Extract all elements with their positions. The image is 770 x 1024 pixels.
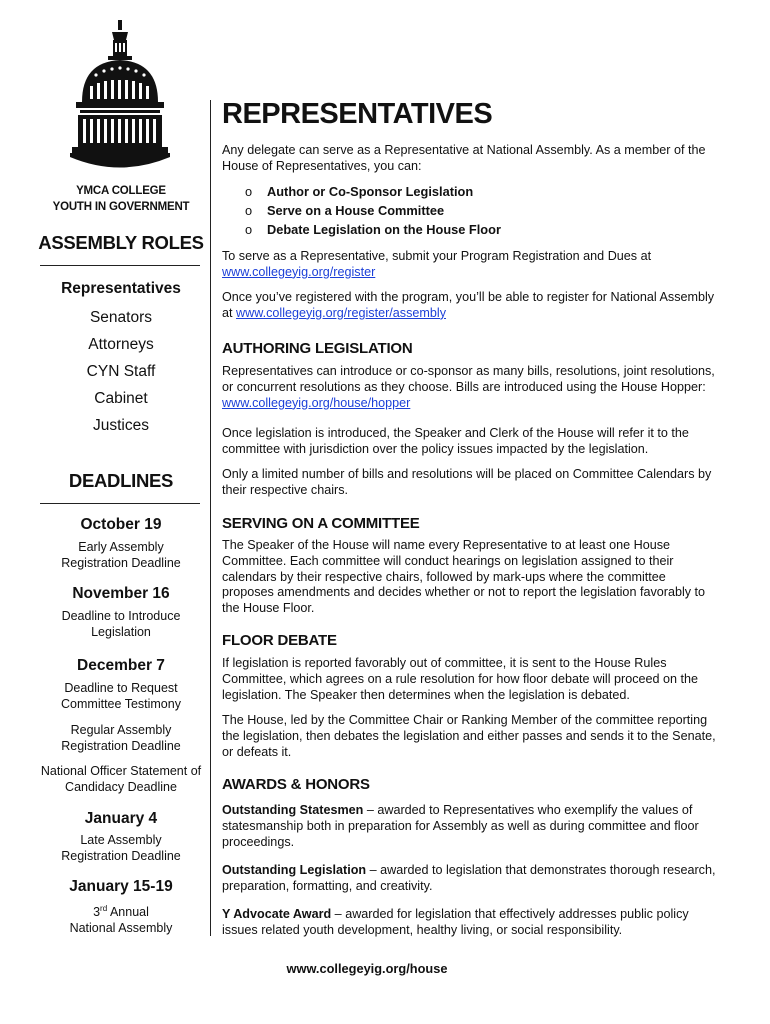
deadline-item-national-assembly	[36, 901, 206, 936]
deadline-date: November 16	[72, 585, 170, 602]
assembly-register-link[interactable]: www.collegeyig.org/register/assembly	[236, 305, 446, 320]
award-item	[222, 863, 717, 895]
deadline-item: National Officer Statement of Candidacy Deadline	[40, 764, 202, 794]
deadline-item: Deadline to Introduce Legislation	[61, 609, 181, 639]
page-title: REPRESENTATIVES	[222, 98, 493, 130]
assembly-text: Once you’ve registered with the program, you’ll be able to register for National Assembly at	[222, 290, 715, 320]
deadline-date: October 19	[80, 516, 162, 533]
role-justices: Justices	[93, 417, 149, 434]
award-name: Outstanding Legislation	[222, 863, 367, 877]
ordinal-number: 3	[93, 905, 101, 920]
column-divider	[210, 100, 211, 936]
deadline-item: Regular Assembly Registration Deadline	[61, 723, 181, 753]
award-name: Y Advocate Award	[222, 907, 332, 921]
deadlines-heading: DEADLINES	[68, 470, 174, 491]
committee-paragraph: The Speaker of the House will name every Representative to at least one House Committee. Each committee will conduct hearings on legislation assigned to their calendars by their respective chairs, followed by mark-ups where the committee proposes amendments and decides whether or not to report the legislation favorably to the House Floor.	[222, 538, 706, 616]
bullet-item	[245, 184, 473, 199]
role-representatives: Representatives	[61, 280, 181, 297]
award-description: – awarded to legislation that demonstrates thorough research, preparation, formatting, and creativity.	[222, 863, 716, 893]
role-cabinet: Cabinet	[94, 390, 148, 407]
assembly-roles-heading: ASSEMBLY ROLES	[38, 232, 204, 253]
role-senators: Senators	[89, 309, 153, 326]
annual-text: Annual	[107, 905, 149, 920]
bullet-marker: o	[245, 222, 253, 237]
national-assembly-text: National Assembly	[69, 921, 173, 936]
floor-paragraph-2: The House, led by the Committee Chair or Ranking Member of the committee reporting the legislation, then debates the legislation and either passes and sends it to the Senate, or defeats it.	[222, 713, 716, 759]
deadlines-divider	[40, 503, 200, 504]
authoring-heading: AUTHORING LEGISLATION	[222, 340, 413, 357]
register-link[interactable]: www.collegeyig.org/register	[222, 264, 376, 279]
role-cyn-staff: CYN Staff	[86, 363, 156, 380]
deadline-item: Early Assembly Registration Deadline	[61, 540, 181, 570]
bullet-marker: o	[245, 203, 253, 218]
bullet-item	[245, 203, 444, 218]
bullet-text: Serve on a House Committee	[267, 203, 445, 218]
register-paragraph	[222, 249, 717, 281]
award-description: – awarded for legislation that effectively addresses public policy issues related youth development, healthy living, or social responsibility.	[222, 907, 689, 937]
committee-heading: SERVING ON A COMMITTEE	[222, 515, 420, 532]
ordinal-suffix: rd	[100, 904, 108, 913]
roles-divider	[40, 265, 200, 266]
org-line-1: YMCA COLLEGE	[76, 185, 166, 197]
authoring-paragraph-1	[222, 364, 717, 411]
bullet-text: Author or Co-Sponsor Legislation	[267, 184, 474, 199]
house-hopper-link[interactable]: www.collegeyig.org/house/hopper	[222, 395, 411, 410]
floor-debate-heading: FLOOR DEBATE	[222, 632, 337, 649]
authoring-text: Representatives can introduce or co-sponsor as many bills, resolutions, joint resolutions, or concurrent resolutions as they choose. Bills are introduced using the House Hopper:	[222, 364, 715, 394]
org-line-2: YOUTH IN GOVERNMENT	[52, 201, 190, 213]
bullet-marker: o	[245, 184, 253, 199]
award-item	[222, 803, 717, 850]
assembly-paragraph	[222, 290, 717, 322]
authoring-paragraph-3: Only a limited number of bills and resolutions will be placed on Committee Calendars by their respective chairs.	[222, 467, 712, 497]
deadline-date: January 4	[84, 810, 158, 827]
register-text: To serve as a Representative, submit your Program Registration and Dues at	[222, 249, 652, 263]
deadline-item: Late Assembly Registration Deadline	[61, 833, 181, 863]
bullet-text: Debate Legislation on the House Floor	[267, 222, 501, 237]
organization-name	[36, 183, 206, 215]
capitol-dome-logo	[68, 20, 172, 172]
deadline-date: January 15-19	[69, 878, 173, 895]
bullet-item	[245, 222, 501, 237]
deadline-date: December 7	[77, 657, 165, 674]
award-description: – awarded to Representatives who exemplify the values of statesmanship both in preparation for Assembly as well as during committee and floor proceedings.	[222, 803, 699, 849]
awards-heading: AWARDS & HONORS	[222, 776, 370, 793]
authoring-paragraph-2: Once legislation is introduced, the Speaker and Clerk of the House will refer it to the committee with jurisdiction over the policy issues impacted by the legislation.	[222, 426, 689, 456]
award-name: Outstanding Statesmen	[222, 803, 364, 817]
intro-paragraph: Any delegate can serve as a Representative at National Assembly. As a member of the House of Representatives, you can:	[222, 143, 706, 173]
floor-paragraph-1: If legislation is reported favorably out of committee, it is sent to the House Rules Committee, which agrees on a rule resolution for how floor debate will proceed on the legislation. The Speaker then determines when the legislation is debated.	[222, 656, 699, 702]
role-attorneys: Attorneys	[88, 336, 154, 353]
award-item	[222, 907, 717, 939]
footer-url[interactable]: www.collegeyig.org/house	[286, 961, 448, 976]
deadline-item: Deadline to Request Committee Testimony	[61, 681, 181, 711]
